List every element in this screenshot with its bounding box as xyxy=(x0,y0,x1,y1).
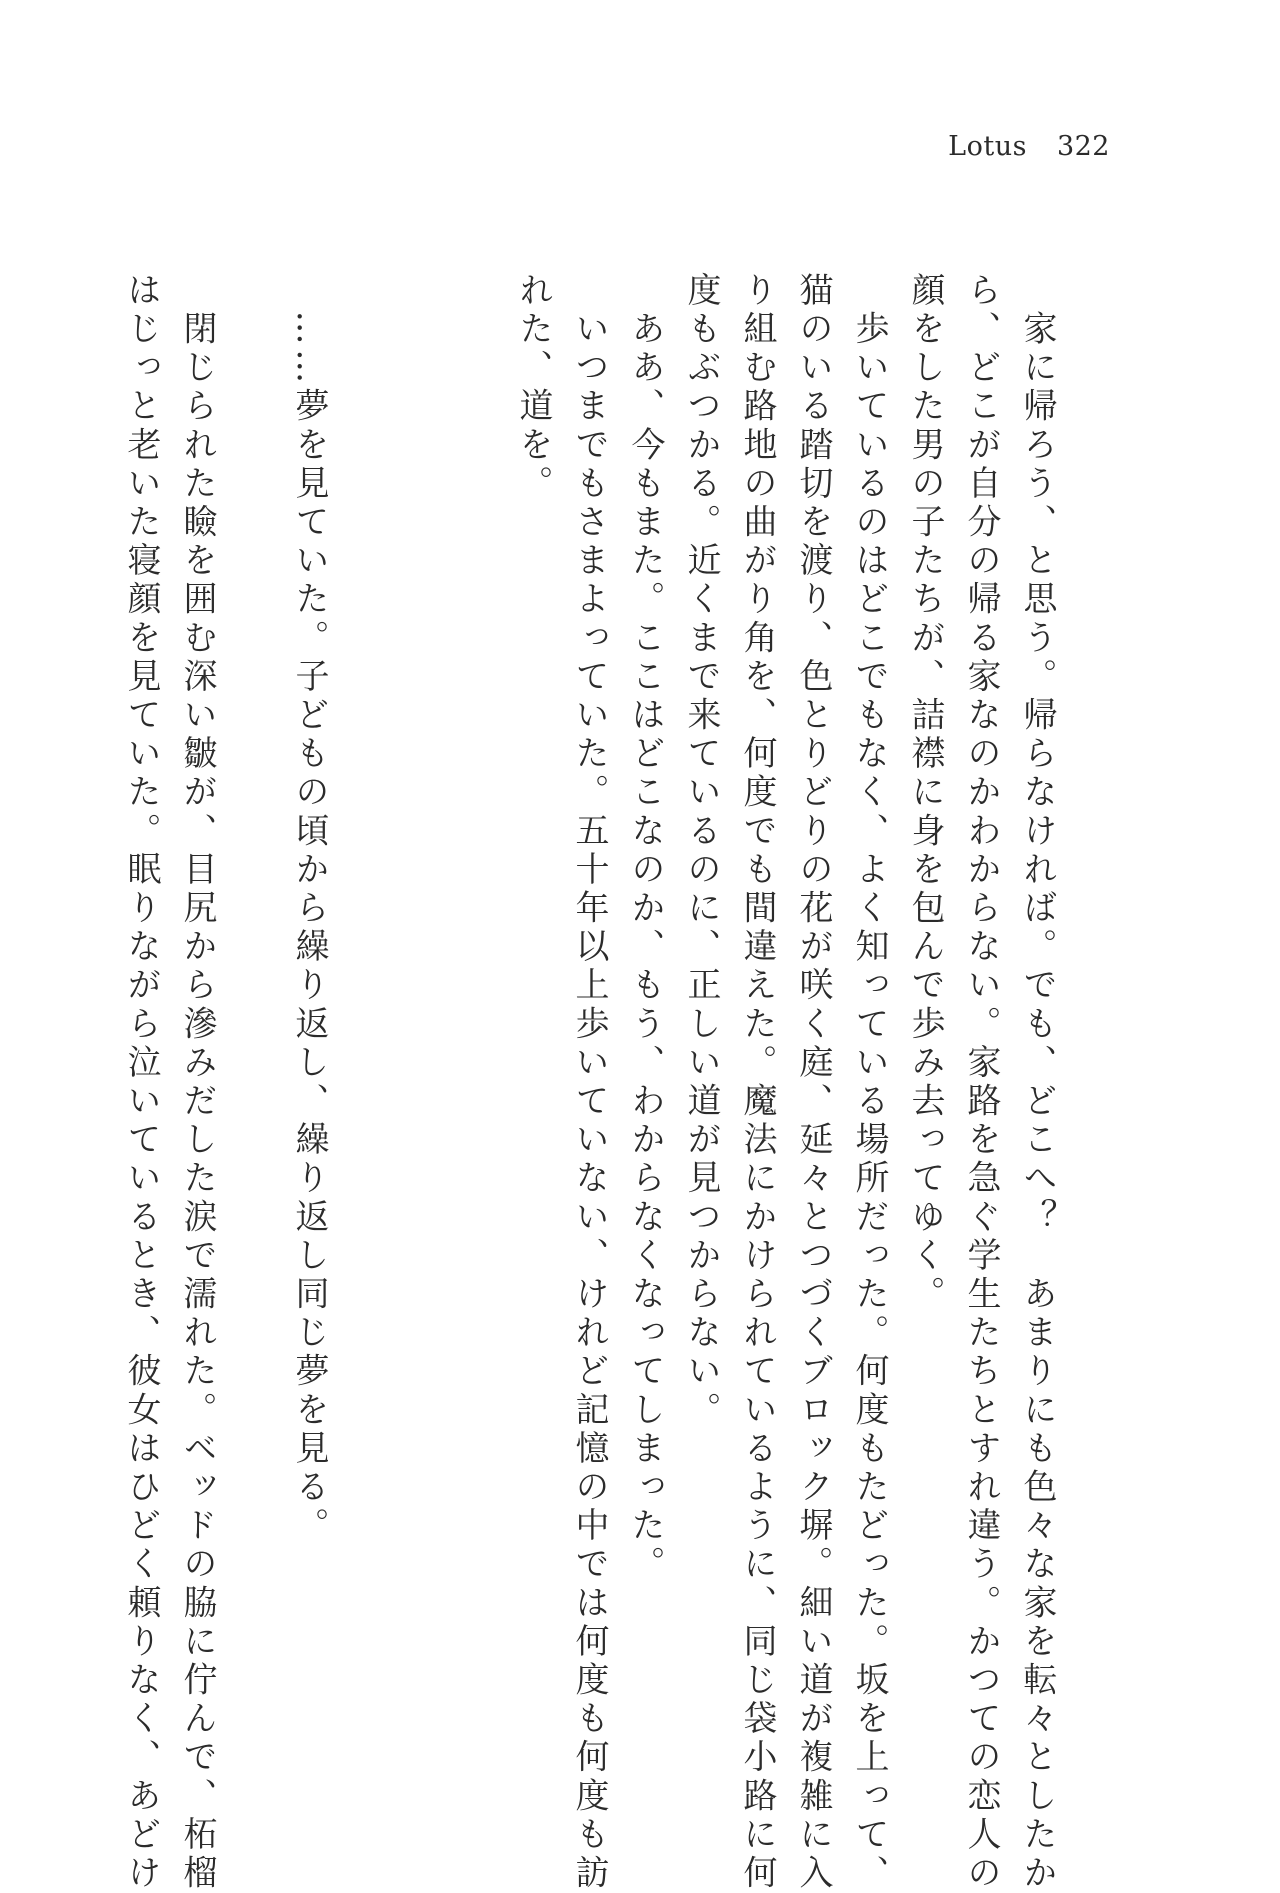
text-line: 歩いているのはどこでもなく、よく知っている場所だった。何度もたどった。坂を上って、 xyxy=(849,272,889,1893)
running-head-title: Lotus xyxy=(948,131,1027,162)
text-line: ら、どこが自分の帰る家なのかわからない。家路を急ぐ学生たちとすれ違う。かつての恋人の xyxy=(961,272,1001,1893)
text-line: いつまでもさまよっていた。五十年以上歩いていない、けれど記憶の中では何度も何度も訪 xyxy=(569,272,609,1893)
blank-line xyxy=(449,272,505,273)
running-head xyxy=(948,133,1110,160)
text-line: 猫のいる踏切を渡り、色とりどりの花が咲く庭、延々とつづくブロック塀。細い道が複雑に入 xyxy=(793,272,833,1893)
text-line: 顔をした男の子たちが、詰襟に身を包んで歩み去ってゆく。 xyxy=(905,272,945,1315)
text-line: 家に帰ろう、と思う。帰らなければ。でも、どこへ？ あまりにも色々な家を転々としたか xyxy=(1017,272,1057,1893)
blank-line xyxy=(225,272,281,273)
text-line: ああ、今もまた。ここはどこなのか、もう、わからなくなってしまった。 xyxy=(625,272,665,1585)
blank-line xyxy=(393,272,449,273)
text-line: 度もぶつかる。近くまで来ているのに、正しい道が見つからない。 xyxy=(681,272,721,1430)
text-line: り組む路地の曲がり角を、何度でも間違えた。魔法にかけられているように、同じ袋小路に何 xyxy=(737,272,777,1893)
text-line: 閉じられた瞼を囲む深い皺が、目尻から滲みだした涙で濡れた。ベッドの脇に佇んで、柘榴 xyxy=(177,272,217,1893)
page-number: 322 xyxy=(1056,131,1110,162)
blank-line xyxy=(337,272,393,273)
body-text xyxy=(113,272,1065,1893)
text-line: ……夢を見ていた。子どもの頃から繰り返し、繰り返し同じ夢を見る。 xyxy=(289,272,329,1546)
text-line: はじっと老いた寝顔を見ていた。眠りながら泣いているとき、彼女はひどく頼りなく、あどけ xyxy=(121,272,161,1893)
text-line: れた、道を。 xyxy=(513,272,553,504)
